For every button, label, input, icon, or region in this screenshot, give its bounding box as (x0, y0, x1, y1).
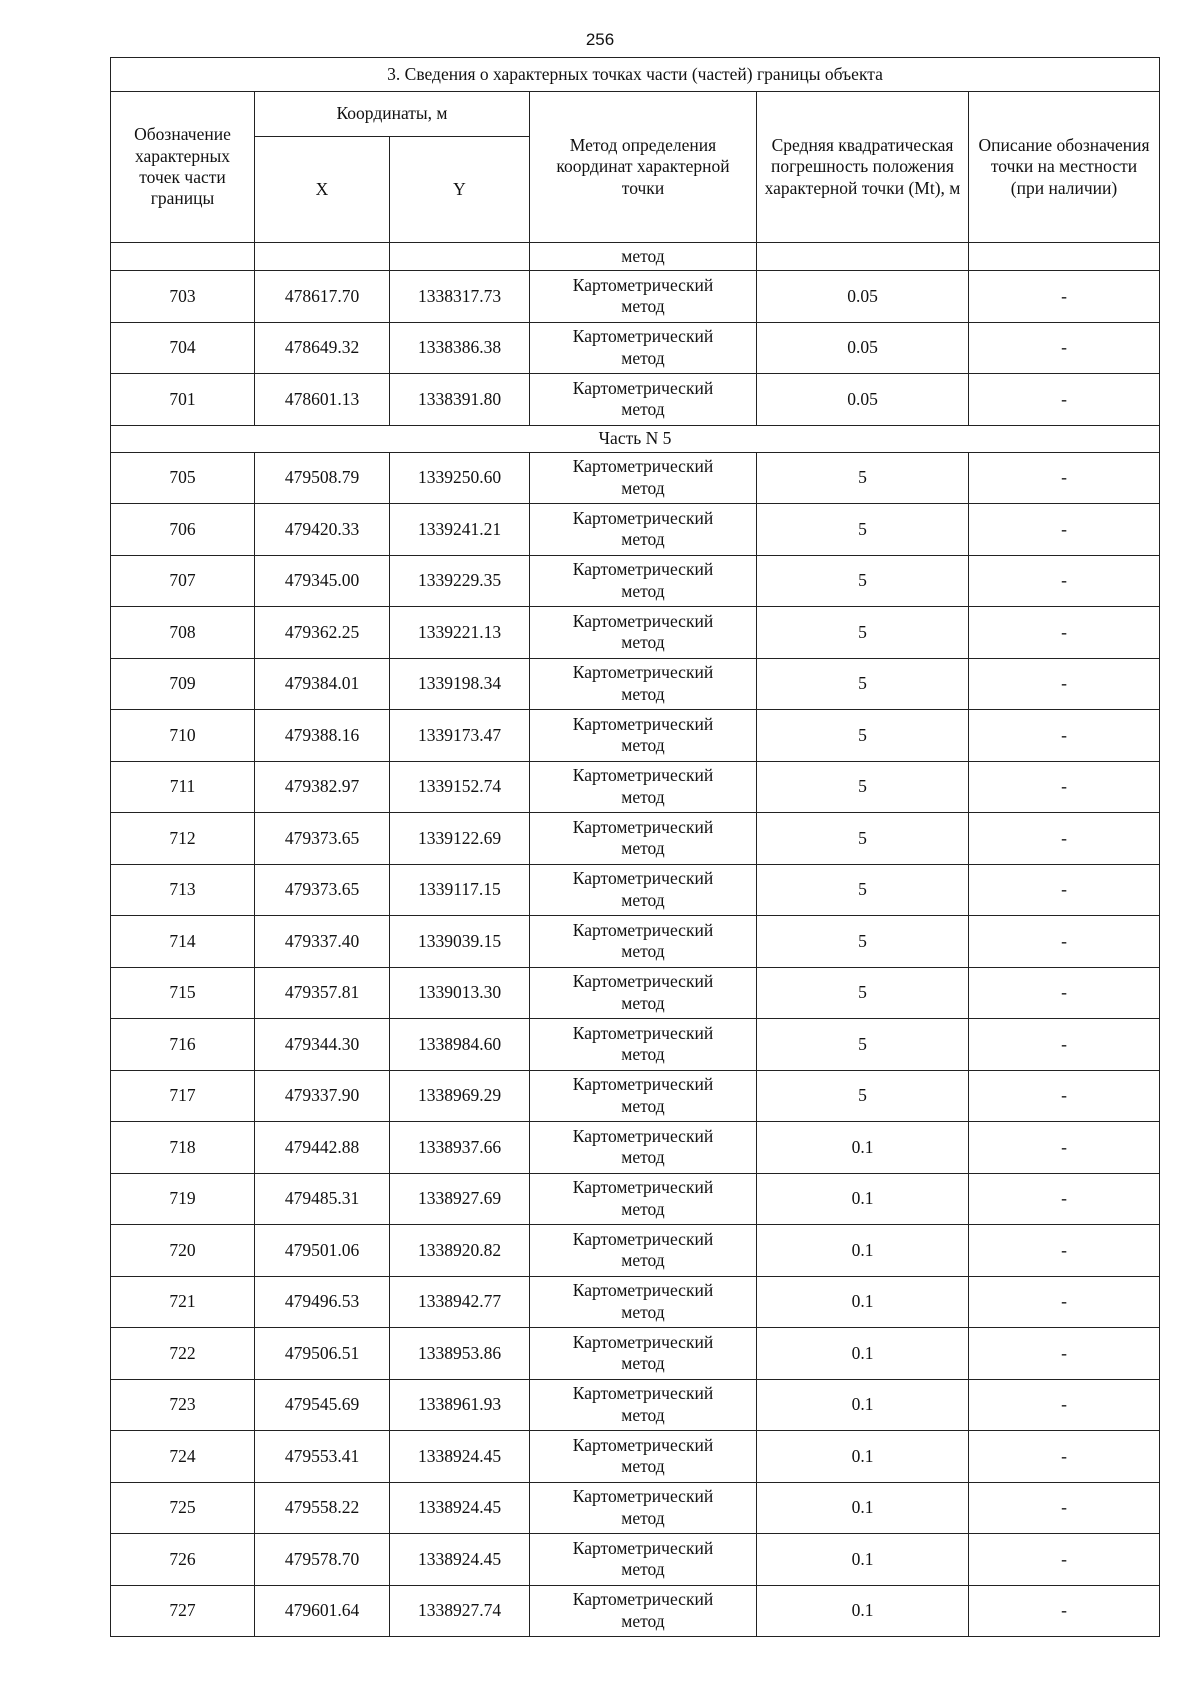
cell-x: 479496.53 (255, 1276, 390, 1328)
table-row (111, 374, 1160, 426)
cell-error: 0.1 (757, 1225, 969, 1277)
method-text: Картометрический (572, 1280, 714, 1301)
cell-point: 708 (111, 607, 255, 659)
cell-method (530, 1173, 757, 1225)
table-row (111, 1019, 1160, 1071)
table-row (111, 1534, 1160, 1586)
table-row (111, 322, 1160, 374)
cell-empty (390, 243, 530, 271)
cell-method (530, 1585, 757, 1637)
cell-description: - (969, 504, 1160, 556)
cell-empty (255, 243, 390, 271)
cell-y: 1338924.45 (390, 1431, 530, 1483)
table-row (111, 1173, 1160, 1225)
table-body (111, 243, 1160, 1637)
table-row (111, 1328, 1160, 1380)
cell-error: 5 (757, 710, 969, 762)
cell-point: 725 (111, 1482, 255, 1534)
cell-description: - (969, 1070, 1160, 1122)
method-text: Картометрический (572, 868, 714, 889)
part-label-row (111, 425, 1160, 452)
cell-x: 479558.22 (255, 1482, 390, 1534)
cell-point: 723 (111, 1379, 255, 1431)
method-text: Картометрический (572, 1228, 714, 1249)
cell-x: 479501.06 (255, 1225, 390, 1277)
header-error: Средняя квадратическая погрешность положения характерной точки (Mt), м (757, 92, 969, 243)
cell-x: 478617.70 (255, 271, 390, 323)
cell-point: 718 (111, 1122, 255, 1174)
method-text: метод (621, 1198, 665, 1219)
table-title: 3. Сведения о характерных точках части (частей) границы объекта (111, 58, 1160, 92)
cell-error: 5 (757, 452, 969, 504)
cell-description: - (969, 1379, 1160, 1431)
cell-y: 1339221.13 (390, 607, 530, 659)
cell-description: - (969, 658, 1160, 710)
cell-error: 0.1 (757, 1276, 969, 1328)
cell-error: 0.05 (757, 271, 969, 323)
cell-description: - (969, 1431, 1160, 1483)
cell-error: 5 (757, 658, 969, 710)
cell-description: - (969, 864, 1160, 916)
method-text: метод (621, 1353, 665, 1374)
cell-error: 0.1 (757, 1122, 969, 1174)
method-text: Картометрический (572, 1589, 714, 1610)
cell-y: 1339241.21 (390, 504, 530, 556)
cell-error: 0.05 (757, 374, 969, 426)
cell-x: 479384.01 (255, 658, 390, 710)
cell-method (530, 322, 757, 374)
cell-description: - (969, 1019, 1160, 1071)
cell-point: 726 (111, 1534, 255, 1586)
method-text: Картометрический (572, 1331, 714, 1352)
cell-error: 0.1 (757, 1482, 969, 1534)
method-text: метод (621, 992, 665, 1013)
cell-method (530, 761, 757, 813)
table-row (111, 1276, 1160, 1328)
cell-x: 479545.69 (255, 1379, 390, 1431)
cell-description: - (969, 967, 1160, 1019)
cell-x: 479337.90 (255, 1070, 390, 1122)
cell-y: 1339117.15 (390, 864, 530, 916)
table-row (111, 1070, 1160, 1122)
method-text: метод (621, 477, 665, 498)
table-row (111, 271, 1160, 323)
method-text: Картометрический (572, 713, 714, 734)
cell-description: - (969, 374, 1160, 426)
cell-y: 1338942.77 (390, 1276, 530, 1328)
cell-y: 1338927.69 (390, 1173, 530, 1225)
cell-description: - (969, 710, 1160, 762)
cell-point: 714 (111, 916, 255, 968)
cell-error: 0.1 (757, 1534, 969, 1586)
method-text: Картометрический (572, 1383, 714, 1404)
cell-method (530, 1482, 757, 1534)
method-text: метод (621, 1559, 665, 1580)
cell-y: 1338924.45 (390, 1482, 530, 1534)
cell-description: - (969, 1328, 1160, 1380)
table-row (111, 1482, 1160, 1534)
cell-error: 5 (757, 555, 969, 607)
cell-x: 479357.81 (255, 967, 390, 1019)
cell-point: 724 (111, 1431, 255, 1483)
cell-method (530, 1328, 757, 1380)
cell-description: - (969, 607, 1160, 659)
method-text: метод (621, 529, 665, 550)
table-row (111, 967, 1160, 1019)
cell-y: 1338386.38 (390, 322, 530, 374)
cell-method (530, 916, 757, 968)
cell-y: 1339039.15 (390, 916, 530, 968)
cell-point: 717 (111, 1070, 255, 1122)
cell-x: 479344.30 (255, 1019, 390, 1071)
cell-x: 479388.16 (255, 710, 390, 762)
cell-error: 5 (757, 916, 969, 968)
header-description: Описание обозначения точки на местности (при наличии) (969, 92, 1160, 243)
cell-method (530, 452, 757, 504)
header-y: Y (390, 137, 530, 243)
cell-x: 479373.65 (255, 813, 390, 865)
cell-method (530, 504, 757, 556)
cell-method (530, 967, 757, 1019)
cell-x: 479485.31 (255, 1173, 390, 1225)
cell-y: 1338961.93 (390, 1379, 530, 1431)
cell-y: 1338317.73 (390, 271, 530, 323)
cell-point: 706 (111, 504, 255, 556)
continuation-row (111, 243, 1160, 271)
cell-description: - (969, 555, 1160, 607)
cell-description: - (969, 1276, 1160, 1328)
cell-description: - (969, 1122, 1160, 1174)
cell-method (530, 1534, 757, 1586)
method-text: Картометрический (572, 274, 714, 295)
cell-x: 479553.41 (255, 1431, 390, 1483)
table-row (111, 1585, 1160, 1637)
cell-point: 709 (111, 658, 255, 710)
cell-method (530, 710, 757, 762)
method-text: метод (621, 580, 665, 601)
method-text: метод (621, 399, 665, 420)
method-text: метод (621, 1507, 665, 1528)
cell-error: 0.1 (757, 1328, 969, 1380)
cell-point: 727 (111, 1585, 255, 1637)
cell-method (530, 555, 757, 607)
cell-method (530, 1431, 757, 1483)
cell-point: 704 (111, 322, 255, 374)
cell-method (530, 1019, 757, 1071)
cell-empty (969, 243, 1160, 271)
cell-y: 1339152.74 (390, 761, 530, 813)
cell-error: 0.1 (757, 1173, 969, 1225)
cell-empty (757, 243, 969, 271)
cell-description: - (969, 452, 1160, 504)
cell-description: - (969, 1173, 1160, 1225)
cell-x: 479578.70 (255, 1534, 390, 1586)
method-text: Картометрический (572, 1074, 714, 1095)
cell-description: - (969, 322, 1160, 374)
method-text: метод (621, 786, 665, 807)
cell-point: 715 (111, 967, 255, 1019)
cell-point: 712 (111, 813, 255, 865)
header-point: Обозначение характерных точек части границы (111, 92, 255, 243)
cell-x: 479345.00 (255, 555, 390, 607)
table-row (111, 452, 1160, 504)
cell-y: 1338969.29 (390, 1070, 530, 1122)
method-text: Картометрический (572, 507, 714, 528)
cell-method (530, 607, 757, 659)
cell-method (530, 1225, 757, 1277)
cell-method-continuation: метод (530, 243, 757, 271)
table-row (111, 761, 1160, 813)
method-text: метод (621, 735, 665, 756)
method-text: Картометрический (572, 816, 714, 837)
cell-x: 479362.25 (255, 607, 390, 659)
table-row (111, 710, 1160, 762)
method-text: Картометрический (572, 1434, 714, 1455)
coordinates-table (110, 57, 1160, 1637)
cell-point: 707 (111, 555, 255, 607)
method-text: метод (621, 1404, 665, 1425)
cell-y: 1338927.74 (390, 1585, 530, 1637)
cell-x: 479442.88 (255, 1122, 390, 1174)
method-text: Картометрический (572, 456, 714, 477)
cell-y: 1338920.82 (390, 1225, 530, 1277)
cell-error: 5 (757, 864, 969, 916)
cell-error: 0.05 (757, 322, 969, 374)
cell-y: 1338937.66 (390, 1122, 530, 1174)
method-text: Картометрический (572, 1177, 714, 1198)
method-text: метод (621, 1610, 665, 1631)
table-row (111, 1431, 1160, 1483)
cell-point: 710 (111, 710, 255, 762)
cell-y: 1338984.60 (390, 1019, 530, 1071)
table-row (111, 813, 1160, 865)
cell-method (530, 864, 757, 916)
cell-description: - (969, 813, 1160, 865)
cell-description: - (969, 916, 1160, 968)
cell-x: 479601.64 (255, 1585, 390, 1637)
cell-description: - (969, 1585, 1160, 1637)
cell-x: 479382.97 (255, 761, 390, 813)
cell-error: 0.1 (757, 1379, 969, 1431)
cell-y: 1339173.47 (390, 710, 530, 762)
cell-point: 721 (111, 1276, 255, 1328)
method-text: метод (621, 1456, 665, 1477)
header-method: Метод определения координат характерной точки (530, 92, 757, 243)
method-text: Картометрический (572, 377, 714, 398)
page-number: 256 (585, 30, 615, 49)
method-text: метод (621, 1044, 665, 1065)
cell-point: 701 (111, 374, 255, 426)
cell-y: 1338391.80 (390, 374, 530, 426)
method-text: Картометрический (572, 919, 714, 940)
cell-y: 1338924.45 (390, 1534, 530, 1586)
table-row (111, 1122, 1160, 1174)
header-x: X (255, 137, 390, 243)
cell-description: - (969, 761, 1160, 813)
cell-error: 5 (757, 504, 969, 556)
cell-point: 711 (111, 761, 255, 813)
cell-error: 5 (757, 607, 969, 659)
method-text: Картометрический (572, 1537, 714, 1558)
cell-y: 1338953.86 (390, 1328, 530, 1380)
cell-method (530, 374, 757, 426)
method-text: Картометрический (572, 1125, 714, 1146)
cell-empty (111, 243, 255, 271)
method-text: Картометрический (572, 662, 714, 683)
cell-point: 720 (111, 1225, 255, 1277)
cell-description: - (969, 1534, 1160, 1586)
cell-point: 703 (111, 271, 255, 323)
cell-error: 0.1 (757, 1431, 969, 1483)
cell-error: 5 (757, 1070, 969, 1122)
cell-point: 713 (111, 864, 255, 916)
cell-description: - (969, 271, 1160, 323)
cell-x: 479373.65 (255, 864, 390, 916)
cell-method (530, 1379, 757, 1431)
header-coordinates: Координаты, м (255, 92, 530, 137)
table-row (111, 1379, 1160, 1431)
cell-x: 478649.32 (255, 322, 390, 374)
cell-method (530, 1276, 757, 1328)
cell-error: 5 (757, 967, 969, 1019)
method-text: метод (621, 1147, 665, 1168)
cell-point: 716 (111, 1019, 255, 1071)
method-text: метод (621, 632, 665, 653)
cell-point: 705 (111, 452, 255, 504)
cell-method (530, 813, 757, 865)
method-text: Картометрический (572, 765, 714, 786)
cell-x: 479508.79 (255, 452, 390, 504)
cell-method (530, 1070, 757, 1122)
method-text: метод (621, 838, 665, 859)
part-label: Часть N 5 (111, 425, 1160, 452)
cell-error: 0.1 (757, 1585, 969, 1637)
cell-method (530, 658, 757, 710)
cell-x: 479337.40 (255, 916, 390, 968)
cell-y: 1339198.34 (390, 658, 530, 710)
method-text: Картометрический (572, 971, 714, 992)
method-text: метод (621, 1095, 665, 1116)
cell-x: 479420.33 (255, 504, 390, 556)
method-text: метод (621, 1301, 665, 1322)
cell-y: 1339122.69 (390, 813, 530, 865)
table-row (111, 504, 1160, 556)
table-row (111, 864, 1160, 916)
cell-y: 1339229.35 (390, 555, 530, 607)
method-text: метод (621, 296, 665, 317)
cell-x: 478601.13 (255, 374, 390, 426)
cell-x: 479506.51 (255, 1328, 390, 1380)
cell-error: 5 (757, 761, 969, 813)
method-text: Картометрический (572, 326, 714, 347)
cell-method (530, 271, 757, 323)
method-text: Картометрический (572, 610, 714, 631)
cell-point: 719 (111, 1173, 255, 1225)
cell-description: - (969, 1482, 1160, 1534)
table-row (111, 916, 1160, 968)
method-text: Картометрический (572, 559, 714, 580)
method-text: метод (621, 347, 665, 368)
cell-description: - (969, 1225, 1160, 1277)
method-text: метод (621, 941, 665, 962)
method-text: метод (621, 683, 665, 704)
method-text: метод (621, 889, 665, 910)
table-row (111, 658, 1160, 710)
cell-point: 722 (111, 1328, 255, 1380)
cell-error: 5 (757, 1019, 969, 1071)
table-row (111, 1225, 1160, 1277)
cell-error: 5 (757, 813, 969, 865)
method-text: Картометрический (572, 1486, 714, 1507)
cell-method (530, 1122, 757, 1174)
table-row (111, 555, 1160, 607)
method-text: Картометрический (572, 1022, 714, 1043)
cell-y: 1339250.60 (390, 452, 530, 504)
cell-y: 1339013.30 (390, 967, 530, 1019)
table-row (111, 607, 1160, 659)
method-text: метод (621, 1250, 665, 1271)
